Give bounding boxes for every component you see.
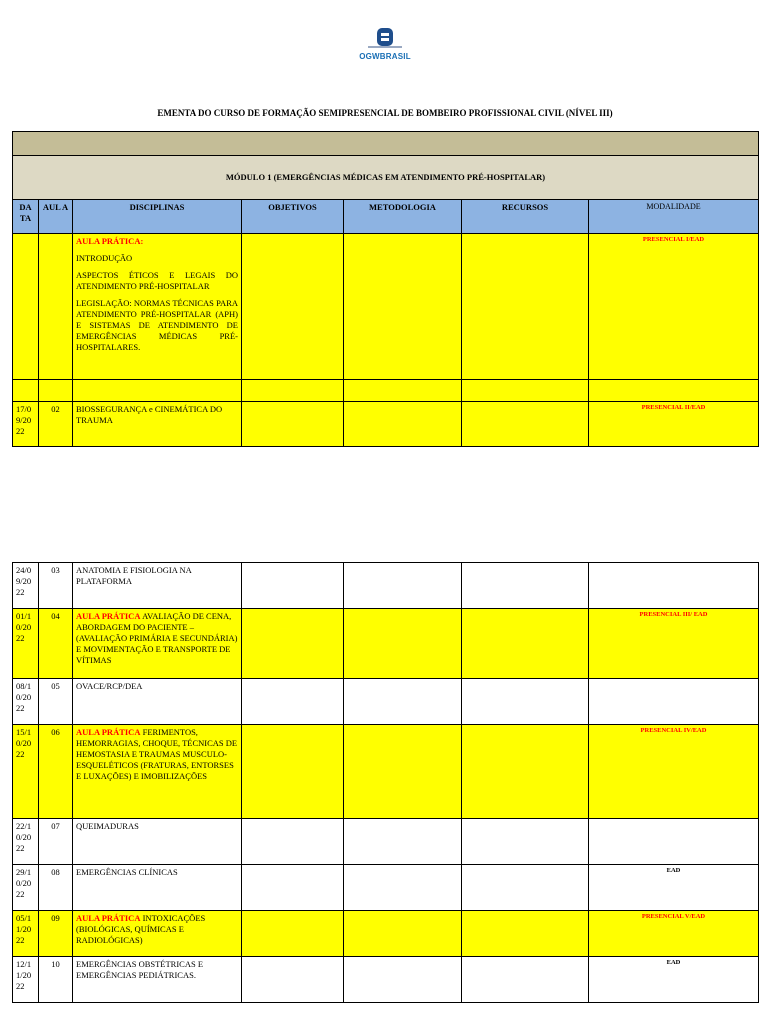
- document-title: EMENTA DO CURSO DE FORMAÇÃO SEMIPRESENCIAL DE BOMBEIRO PROFISSIONAL CIVIL (NÍVEL III): [157, 108, 613, 118]
- resources-cell: [462, 911, 589, 957]
- objectives-cell: [242, 725, 344, 819]
- class-number-cell: 03: [39, 563, 73, 609]
- modality-cell: PRESENCIAL IV/EAD: [589, 725, 759, 819]
- methodology-cell: [344, 609, 462, 679]
- discipline-text: INTOXICAÇÕES (BIOLÓGICAS, QUÍMICAS E RADIOLÓGICAS): [76, 913, 206, 946]
- methodology-cell: [344, 911, 462, 957]
- header-modalidade: MODALIDADE: [589, 200, 759, 234]
- resources-cell: [462, 725, 589, 819]
- discipline-text: ANATOMIA E FISIOLOGIA NA PLATAFORMA: [76, 565, 192, 587]
- objectives-cell: [242, 563, 344, 609]
- class-number-cell: 06: [39, 725, 73, 819]
- resources-cell: [462, 563, 589, 609]
- practical-class-label: AULA PRÁTICA: [76, 913, 141, 923]
- modality-cell: EAD: [589, 957, 759, 1003]
- header-row: [13, 200, 759, 234]
- date-cell: 29/1 0/20 22: [13, 865, 39, 911]
- class-number-cell: 05: [39, 679, 73, 725]
- table-row: [13, 911, 759, 957]
- methodology-cell: [344, 819, 462, 865]
- table-row: [13, 819, 759, 865]
- class-number-cell: 08: [39, 865, 73, 911]
- methodology-cell: [344, 957, 462, 1003]
- objectives-cell: [242, 609, 344, 679]
- table-row: [13, 380, 759, 402]
- date-cell: 17/0 9/20 22: [13, 402, 39, 447]
- discipline-line: LEGISLAÇÃO: NORMAS TÉCNICAS PARA ATENDIMENTO PRÉ-HOSPITALAR (APH) E SISTEMAS DE ATENDIMENTO DE EMERGÊNCIAS MÉDICAS PRÉ-HOSPITALARES.: [76, 298, 238, 353]
- syllabus-table-bottom: [12, 562, 759, 1003]
- discipline-text: AVALIAÇÃO DE CENA, ABORDAGEM DO PACIENTE – (AVALIAÇÃO PRIMÁRIA E SECUNDÁRIA) E MOVIMENTAÇÃO E TRANSPORTE DE VÍTIMAS: [76, 611, 238, 666]
- modality-cell: [589, 563, 759, 609]
- table-row: [13, 609, 759, 679]
- objectives-cell: [242, 679, 344, 725]
- objectives-cell: [242, 865, 344, 911]
- header-recursos: RECURSOS: [462, 200, 589, 234]
- discipline-cell: [73, 911, 242, 957]
- logo-text: OGWBRASIL: [359, 52, 411, 61]
- discipline-cell: [73, 819, 242, 865]
- objectives-cell: [242, 957, 344, 1003]
- table-row: [13, 865, 759, 911]
- table-row: [13, 402, 759, 447]
- date-cell: 22/1 0/20 22: [13, 819, 39, 865]
- discipline-text: OVACE/RCP/DEA: [76, 681, 143, 691]
- discipline-cell: [73, 234, 242, 380]
- date-cell: 12/1 1/20 22: [13, 957, 39, 1003]
- discipline-cell: BIOSSEGURANÇA e CINEMÁTICA DO TRAUMA: [73, 402, 242, 447]
- discipline-cell: [73, 563, 242, 609]
- discipline-cell: [73, 609, 242, 679]
- methodology-cell: [344, 725, 462, 819]
- table-top-band: [13, 132, 759, 156]
- methodology-cell: [344, 865, 462, 911]
- company-logo: [354, 24, 416, 68]
- modality-cell: [589, 679, 759, 725]
- date-cell: 08/1 0/20 22: [13, 679, 39, 725]
- modality-cell: EAD: [589, 865, 759, 911]
- class-number-cell: 07: [39, 819, 73, 865]
- class-number-cell: 09: [39, 911, 73, 957]
- header-data: DA TA: [13, 200, 39, 234]
- discipline-text: QUEIMADURAS: [76, 821, 139, 831]
- practical-class-label: AULA PRÁTICA:: [76, 236, 144, 246]
- discipline-cell: [73, 725, 242, 819]
- logo-icon: [354, 24, 416, 54]
- discipline-cell: [73, 957, 242, 1003]
- table-row: [13, 957, 759, 1003]
- discipline-line: ASPECTOS ÉTICOS E LEGAIS DO ATENDIMENTO PRÉ-HOSPITALAR: [76, 270, 238, 292]
- practical-class-label: AULA PRÁTICA: [76, 727, 141, 737]
- resources-cell: [462, 957, 589, 1003]
- objectives-cell: [242, 819, 344, 865]
- date-cell: 01/1 0/20 22: [13, 609, 39, 679]
- class-number-cell: 10: [39, 957, 73, 1003]
- modality-cell: PRESENCIAL II/EAD: [589, 402, 759, 447]
- resources-cell: [462, 679, 589, 725]
- resources-cell: [462, 819, 589, 865]
- discipline-line: INTRODUÇÃO: [76, 253, 133, 264]
- resources-cell: [462, 609, 589, 679]
- discipline-text: FERIMENTOS, HEMORRAGIAS, CHOQUE, TÉCNICAS DE HEMOSTASIA E TRAUMAS MUSCULO-ESQUELÉTICOS (FRATURAS, ENTORSES E LUXAÇÕES) E IMOBILIZAÇÕES: [76, 727, 238, 782]
- modality-cell: [589, 819, 759, 865]
- table-row: [13, 725, 759, 819]
- discipline-cell: [73, 865, 242, 911]
- modality-cell: PRESENCIAL V/EAD: [589, 911, 759, 957]
- discipline-text: EMERGÊNCIAS OBSTÉTRICAS E EMERGÊNCIAS PEDIÁTRICAS.: [76, 959, 204, 981]
- class-number-cell: 04: [39, 609, 73, 679]
- date-cell: 24/0 9/20 22: [13, 563, 39, 609]
- table-row: [13, 679, 759, 725]
- resources-cell: [462, 865, 589, 911]
- date-cell: 05/1 1/20 22: [13, 911, 39, 957]
- methodology-cell: [344, 679, 462, 725]
- class-number-cell: 02: [39, 402, 73, 447]
- table-row: [13, 563, 759, 609]
- discipline-cell: [73, 679, 242, 725]
- syllabus-table-top: [12, 131, 759, 447]
- modality-cell: PRESENCIAL I/EAD: [589, 234, 759, 380]
- module-title: MÓDULO 1 (EMERGÊNCIAS MÉDICAS EM ATENDIMENTO PRÉ-HOSPITALAR): [13, 156, 759, 200]
- objectives-cell: [242, 911, 344, 957]
- date-cell: 15/1 0/20 22: [13, 725, 39, 819]
- header-objetivos: OBJETIVOS: [242, 200, 344, 234]
- header-metodologia: METODOLOGIA: [344, 200, 462, 234]
- table-row: [13, 234, 759, 380]
- discipline-text: EMERGÊNCIAS CLÍNICAS: [76, 867, 178, 877]
- header-aula: AUL A: [39, 200, 73, 234]
- header-disciplinas: DISCIPLINAS: [73, 200, 242, 234]
- practical-class-label: AULA PRÁTICA: [76, 611, 141, 621]
- methodology-cell: [344, 563, 462, 609]
- modality-cell: PRESENCIAL III/ EAD: [589, 609, 759, 679]
